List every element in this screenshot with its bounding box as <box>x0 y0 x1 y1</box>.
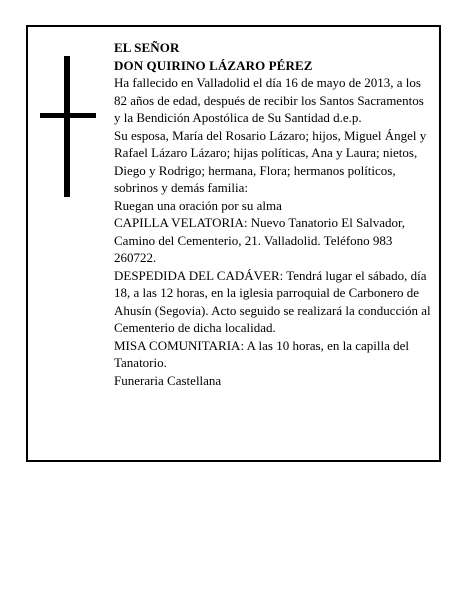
cross-horizontal-bar <box>40 113 96 118</box>
prayer-request: Ruegan una oración por su alma <box>114 197 282 213</box>
funeral-info: DESPEDIDA DEL CADÁVER: Tendrá lugar el sábado, día 18, a las 12 horas, en la iglesia parroquial de Carbonero de Ahusín (Segovia). Acto seguido se realizará la conducción al Cementerio de dicha localidad. <box>114 267 431 335</box>
notice-text <box>114 39 432 389</box>
deceased-name: DON QUIRINO LÁZARO PÉREZ <box>114 57 313 73</box>
funeral-home: Funeraria Castellana <box>114 372 222 388</box>
cross-vertical-bar <box>64 56 70 197</box>
notice-title: EL SEÑOR <box>114 40 180 55</box>
death-announcement: Ha fallecido en Valladolid el día 16 de mayo de 2013, a los 82 años de edad, después de recibir los Santos Sacramentos y la Bendición Apostólica de Su Santidad d.e.p. <box>114 75 424 125</box>
obituary-notice <box>26 25 441 462</box>
mass-info: MISA COMUNITARIA: A las 10 horas, en la capilla del Tanatorio. <box>114 337 410 370</box>
cross-icon <box>40 56 96 197</box>
wake-chapel-info: CAPILLA VELATORIA: Nuevo Tanatorio El Salvador, Camino del Cementerio, 21. Valladolid. Teléfono 983 260722. <box>114 215 406 265</box>
family-list: Su esposa, María del Rosario Lázaro; hijos, Miguel Ángel y Rafael Lázaro Lázaro; hijas políticas, Ana y Laura; nietos, Diego y Rodrigo; hermana, Flora; hermanos políticos, sobrinos y demás familia: <box>114 127 427 195</box>
